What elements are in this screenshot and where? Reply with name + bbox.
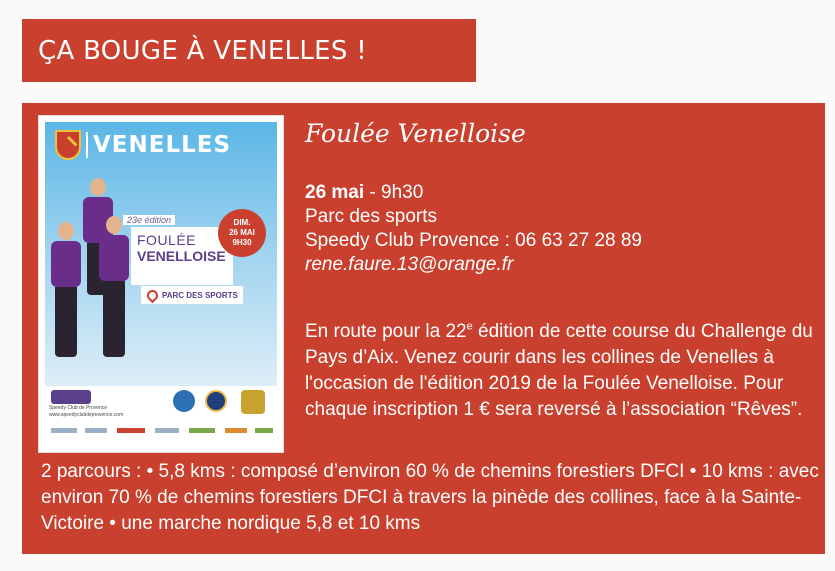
event-routes: 2 parcours : • 5,8 kms : composé d’environ 60 % de chemins forestiers DFCI • 10 kms : avec environ 70 % de chemins forestiers DFCI à travers la pinède des collines, face à la Sainte-Victoire • une marche nordique 5,8 et 10 kms xyxy=(41,461,819,534)
sponsor-logo xyxy=(189,428,215,433)
sponsor-logo xyxy=(85,428,107,433)
runner-figure xyxy=(51,222,81,357)
sponsor-logo xyxy=(51,428,77,433)
event-date: 26 mai xyxy=(305,182,365,203)
sponsor-logo xyxy=(255,428,273,433)
poster-date-badge: DIM. 26 MAI 9H30 xyxy=(218,209,266,257)
poster-organizer: Speedy Club de Provence xyxy=(49,405,108,411)
sponsor-logo xyxy=(205,390,227,412)
event-contact: Speedy Club Provence : 06 63 27 28 89 xyxy=(305,230,642,251)
sponsor-logo xyxy=(241,390,265,414)
sponsor-logo xyxy=(173,390,195,412)
section-title: ÇA BOUGE À VENELLES ! xyxy=(38,35,367,66)
event-location: Parc des sports xyxy=(305,206,437,227)
crest-icon xyxy=(55,130,81,160)
poster-website: www.speedyclubdeprovence.com xyxy=(49,412,124,418)
event-title: Foulée Venelloise xyxy=(305,119,526,148)
poster-edition: 23e édition xyxy=(123,215,175,225)
event-datetime xyxy=(305,181,642,205)
sponsor-logo xyxy=(117,428,145,433)
poster-logo xyxy=(55,130,231,160)
section-banner xyxy=(22,19,476,82)
event-panel xyxy=(22,103,825,554)
location-pin-icon xyxy=(145,287,161,303)
event-email[interactable]: rene.faure.13@orange.fr xyxy=(305,254,514,275)
poster-title: FOULÉE VENELLOISE xyxy=(131,227,233,285)
poster-footer xyxy=(45,386,277,446)
sponsor-logo xyxy=(225,428,247,433)
event-info xyxy=(305,181,642,277)
event-description: En route pour la 22e édition de cette course du Challenge du Pays d’Aix. Venez courir dans les collines de Venelles à l'occasion de l'édition 2019 de la Foulée Venelloise. Pour chaque inscription 1 € sera reversé à l’association “Rêves”. xyxy=(305,320,813,420)
runner-figure xyxy=(99,216,129,357)
sponsor-logo xyxy=(155,428,179,433)
club-logo xyxy=(51,390,91,404)
event-poster xyxy=(38,115,284,453)
event-time: - 9h30 xyxy=(364,182,424,203)
poster-city: VENELLES xyxy=(86,132,231,158)
poster-venue: PARC DES SPORTS xyxy=(141,286,243,304)
